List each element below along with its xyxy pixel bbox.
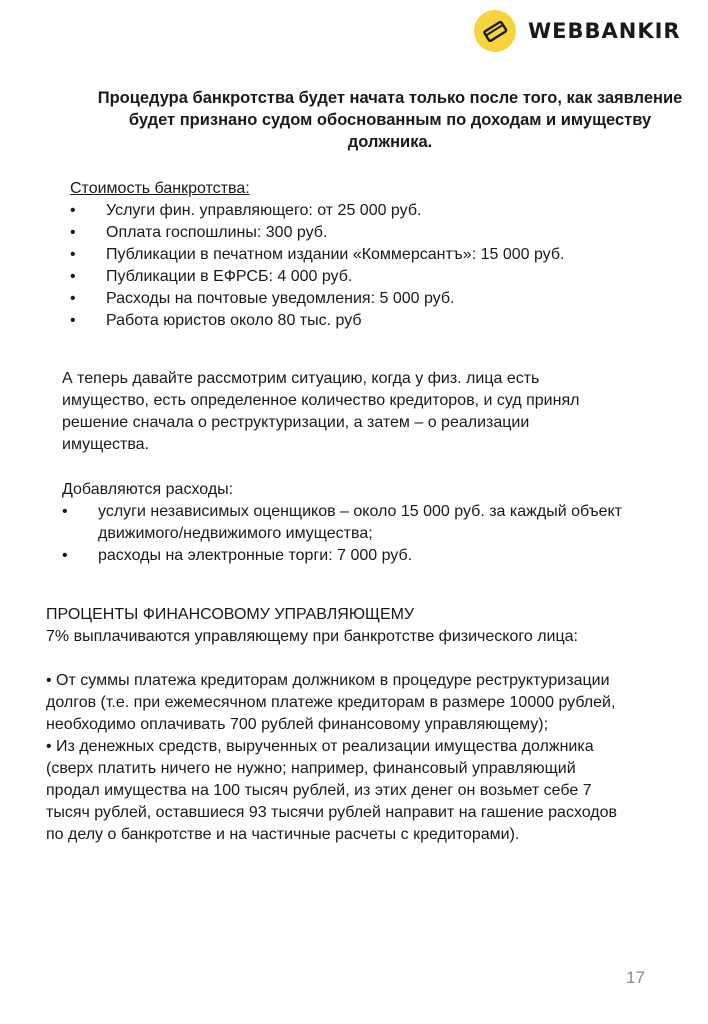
bullet: •: [70, 268, 76, 285]
pencil-card-icon: [482, 18, 508, 44]
cost-list: [70, 200, 680, 332]
bullet: •: [62, 547, 68, 564]
list-item: [70, 244, 680, 266]
cost-item-text: Публикации в ЕФРСБ: 4 000 руб.: [106, 268, 353, 285]
percent-subheading: 7% выплачиваются управляющему при банкротстве физического лица:: [46, 628, 578, 645]
headline: Процедура банкротства будет начата только после того, как заявление будет признано судом обоснованным по доходам и имуществу должника.: [97, 89, 683, 151]
situation-line: имущества.: [62, 436, 149, 453]
cost-item-text: Услуги фин. управляющего: от 25 000 руб.: [106, 202, 422, 219]
cost-title: Стоимость банкротства:: [70, 180, 250, 197]
list-item: [70, 266, 680, 288]
added-costs-title: Добавляются расходы:: [62, 481, 234, 498]
added-item-text: расходы на электронные торги: 7 000 руб.: [98, 547, 413, 564]
percent-line: (сверх платить ничего не нужно; например, финансовый управляющий: [46, 760, 576, 777]
list-item: [70, 310, 680, 332]
percent-line: • Из денежных средств, вырученных от реализации имущества должника: [46, 738, 594, 755]
situation-line: имущество, есть определенное количество кредиторов, и суд принял: [62, 392, 580, 409]
cost-item-text: Работа юристов около 80 тыс. руб: [106, 312, 362, 329]
list-item: [70, 288, 680, 310]
bullet: •: [70, 224, 76, 241]
bullet: •: [70, 312, 76, 329]
added-costs-section: [62, 479, 702, 567]
logo: [474, 10, 681, 52]
bullet: •: [70, 246, 76, 263]
percent-line: тысяч рублей, оставшиеся 93 тысячи рублей направит на гашение расходов: [46, 804, 618, 821]
cost-section: [70, 178, 680, 332]
percent-line: • От суммы платежа кредиторам должником в процедуре реструктуризации: [46, 672, 610, 689]
cost-item-text: Расходы на почтовые уведомления: 5 000 руб.: [106, 290, 455, 307]
logo-text: WEBBANKIR: [528, 19, 681, 43]
manager-percent-section: [46, 604, 708, 846]
percent-line: продал имущества на 100 тысяч рублей, из этих денег он возьмет себе 7: [46, 782, 592, 799]
situation-paragraph: [62, 368, 682, 456]
cost-item-text: Оплата госпошлины: 300 руб.: [106, 224, 328, 241]
percent-line: по делу о банкротстве и на частичные расчеты с кредиторами).: [46, 826, 520, 843]
bullet: •: [70, 290, 76, 307]
situation-line: А теперь давайте рассмотрим ситуацию, когда у физ. лица есть: [62, 370, 540, 387]
added-costs-list: [62, 501, 702, 567]
situation-line: решение сначала о реструктуризации, а затем – о реализации: [62, 414, 530, 431]
added-item-text: услуги независимых оценщиков – около 15 000 руб. за каждый объект движимого/недвижимого имущества;: [98, 503, 623, 542]
percent-heading: ПРОЦЕНТЫ ФИНАНСОВОМУ УПРАВЛЯЮЩЕМУ: [46, 606, 415, 623]
bullet: •: [62, 503, 68, 520]
bullet: •: [70, 202, 76, 219]
spacer: [46, 648, 708, 670]
list-item: [70, 222, 680, 244]
logo-mark: [474, 10, 516, 52]
cost-item-text: Публикации в печатном издании «Коммерсантъ»: 15 000 руб.: [106, 246, 565, 263]
list-item: [62, 501, 702, 545]
percent-line: необходимо оплачивать 700 рублей финансовому управляющему);: [46, 716, 549, 733]
list-item: [62, 545, 702, 567]
page-number: 17: [626, 968, 645, 987]
percent-line: долгов (т.е. при ежемесячном платеже кредиторам в размере 10000 рублей,: [46, 694, 616, 711]
list-item: [70, 200, 680, 222]
